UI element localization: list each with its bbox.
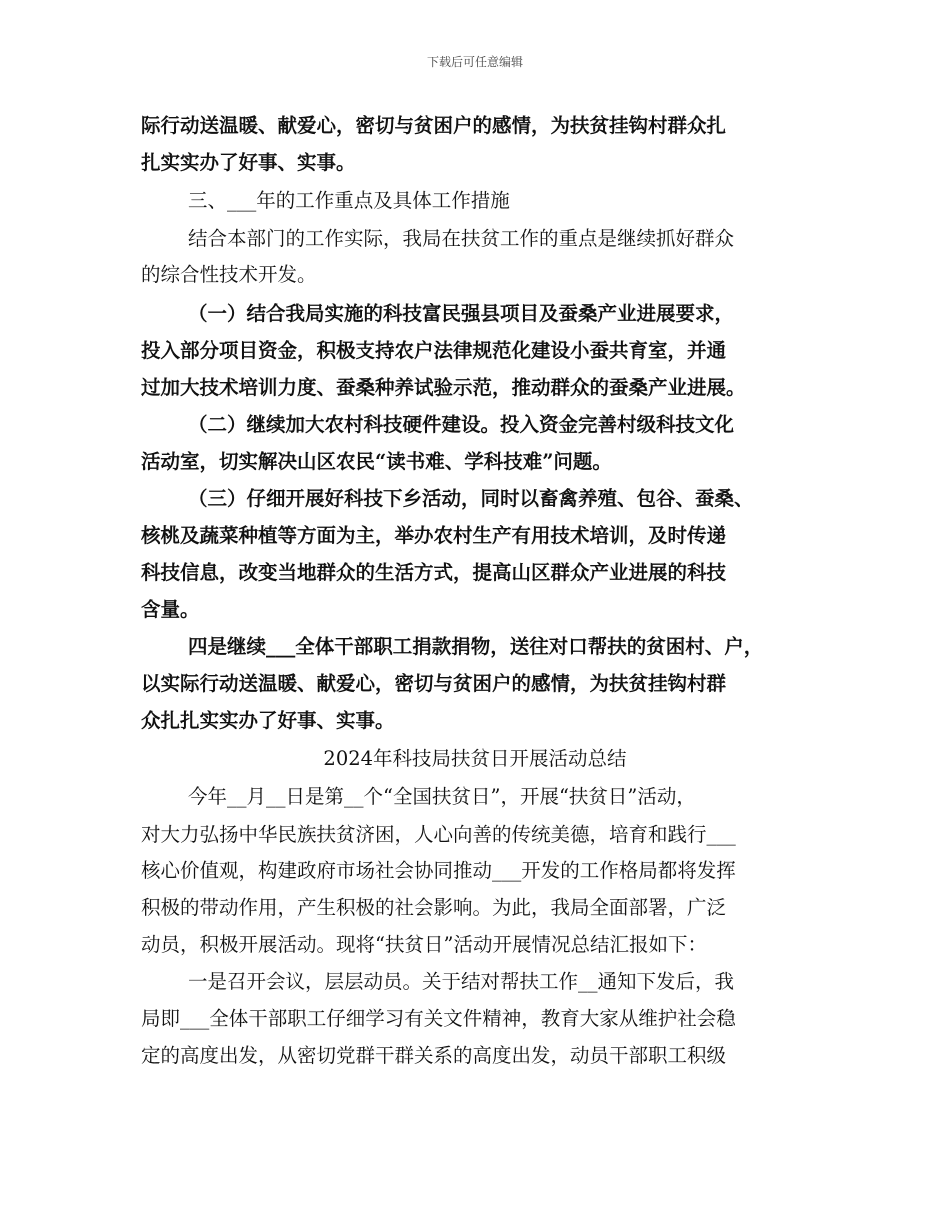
- text-line: 对大力弘扬中华民族扶贫济困，人心向善的传统美德，培育和践行___: [141, 823, 736, 846]
- text-line: 过加大技术培训力度、蚕桑种养试验示范，推动群众的蚕桑产业进展。: [141, 376, 746, 399]
- text-line: 核心价值观，构建政府市场社会协同推动___开发的工作格局都将发挥: [141, 859, 736, 882]
- document-title: 2024年科技局扶贫日开展活动总结: [323, 747, 627, 770]
- text-line: 四是继续___全体干部职工捐款捐物，送往对口帮扶的贫困村、户，: [188, 635, 764, 658]
- text-line: 的综合性技术开发。: [141, 263, 317, 286]
- text-line: 众扎扎实实办了好事、实事。: [141, 709, 395, 732]
- text-line: 今年__月__日是第__个“全国扶贫日”，开展“扶贫日”活动，: [188, 785, 696, 808]
- text-line: 积极的带动作用，产生积极的社会影响。为此，我局全面部署，广泛: [141, 896, 727, 919]
- text-line: 投入部分项目资金，积极支持农户法律规范化建设小蚕共育室，并通: [141, 339, 727, 362]
- text-line: 含量。: [141, 598, 200, 621]
- text-line: 科技信息，改变当地群众的生活方式，提高山区群众产业进展的科技: [141, 561, 727, 584]
- text-line: 核桃及蔬菜种植等方面为主，举办农村生产有用技术培训，及时传递: [141, 524, 727, 547]
- text-line: （一）结合我局实施的科技富民强县项目及蚕桑产业进展要求，: [188, 302, 735, 325]
- text-line: 以实际行动送温暖、献爱心，密切与贫困户的感情，为扶贫挂钩村群: [141, 672, 727, 695]
- text-line: （二）继续加大农村科技硬件建设。投入资金完善村级科技文化: [188, 413, 735, 436]
- text-line: 际行动送温暖、献爱心，密切与贫困户的感情，为扶贫挂钩村群众扎: [141, 114, 727, 137]
- text-line: 活动室，切实解决山区农民“读书难、学科技难”问题。: [141, 450, 612, 473]
- text-line: 扎实实办了好事、实事。: [141, 151, 356, 174]
- text-line: 局即___全体干部职工仔细学习有关文件精神，教育大家从维护社会稳: [141, 1007, 736, 1030]
- text-line: （三）仔细开展好科技下乡活动，同时以畜禽养殖、包谷、蚕桑、: [188, 487, 754, 510]
- text-line: 结合本部门的工作实际，我局在扶贫工作的重点是继续抓好群众: [188, 227, 735, 250]
- text-line: 动员，积极开展活动。现将“扶贫日”活动开展情况总结汇报如下：: [141, 933, 707, 956]
- text-line: 定的高度出发，从密切党群干群关系的高度出发，动员干部职工积级: [141, 1044, 727, 1067]
- text-line: 一是召开会议，层层动员。关于结对帮扶工作__通知下发后，我: [188, 970, 735, 993]
- section-heading: 三、___年的工作重点及具体工作措施: [188, 189, 510, 212]
- page-header: 下载后可任意编辑: [426, 55, 523, 69]
